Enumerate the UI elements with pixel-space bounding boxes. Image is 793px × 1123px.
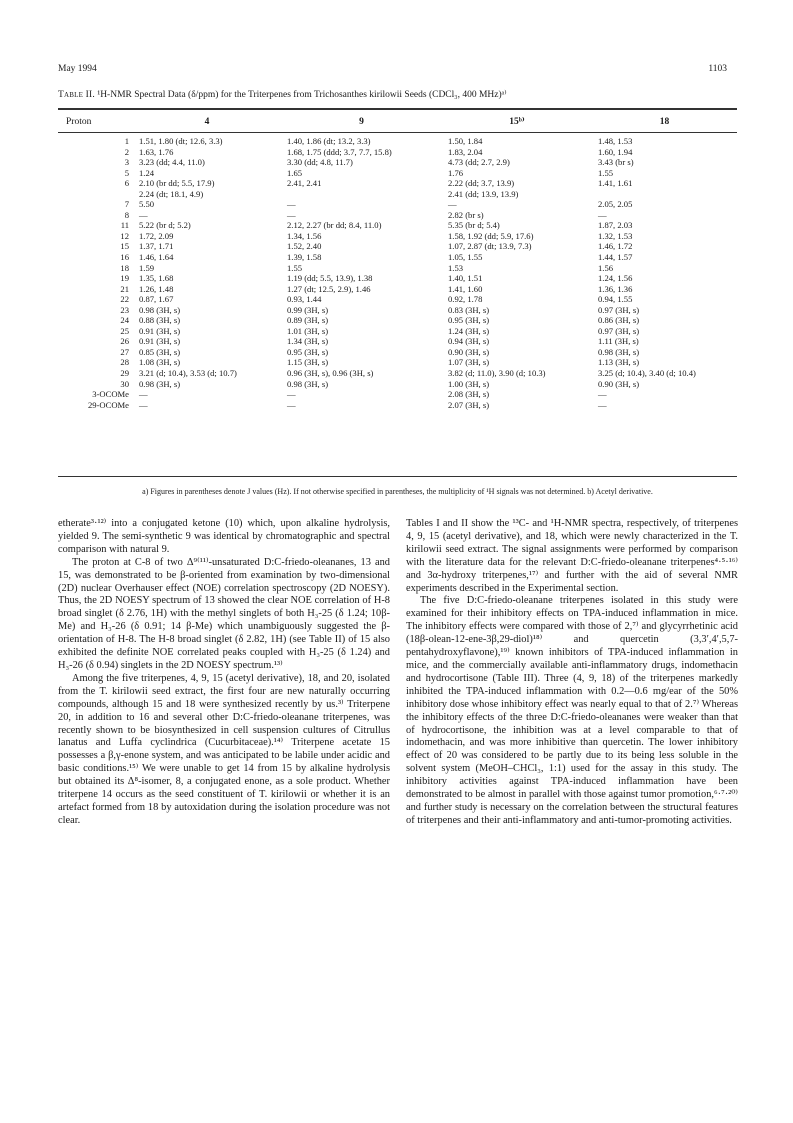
table-row (58, 220, 737, 231)
shift-cell: 2.41 (dd; 13.9, 13.9) (448, 188, 519, 199)
proton-cell: 21 (120, 283, 129, 294)
shift-cell: 1.60, 1.94 (598, 146, 633, 157)
shift-cell: 0.87, 1.67 (139, 294, 174, 305)
shift-cell: 2.10 (br dd; 5.5, 17.9) (139, 178, 215, 189)
shift-cell: 5.50 (139, 199, 155, 210)
shift-cell: 1.56 (598, 262, 614, 273)
shift-cell: — (598, 389, 607, 400)
table-bottom-rule (58, 476, 737, 477)
shift-cell: 5.22 (br d; 5.2) (139, 220, 191, 231)
table-body (58, 132, 737, 410)
shift-cell: 0.93, 1.44 (287, 294, 322, 305)
table-row (58, 389, 737, 400)
shift-cell: 2.82 (br s) (448, 209, 484, 220)
shift-cell: 0.95 (3H, s) (448, 315, 490, 326)
shift-cell: — (287, 389, 296, 400)
shift-cell: 3.21 (d; 10.4), 3.53 (d; 10.7) (139, 368, 237, 379)
shift-cell: 1.46, 1.64 (139, 252, 174, 263)
proton-cell: 29 (120, 368, 129, 379)
shift-cell: 1.65 (287, 167, 303, 178)
shift-cell: 1.13 (3H, s) (598, 357, 640, 368)
shift-cell: 0.88 (3H, s) (139, 315, 181, 326)
proton-cell: 2 (124, 146, 129, 157)
column-header-compound-4: 4 (204, 116, 210, 127)
table-row (58, 178, 737, 189)
shift-cell: — (598, 399, 607, 410)
shift-cell: 2.24 (dt; 18.1, 4.9) (139, 188, 204, 199)
shift-cell: — (139, 209, 148, 220)
shift-cell: — (287, 399, 296, 410)
proton-cell: 25 (120, 325, 129, 336)
shift-cell: 2.05, 2.05 (598, 199, 633, 210)
table-row (58, 210, 737, 221)
table-row (58, 284, 737, 295)
shift-cell: 1.05, 1.55 (448, 252, 483, 263)
table-row (58, 368, 737, 379)
table-top-rule-double (58, 109, 737, 110)
shift-cell: 0.90 (3H, s) (598, 378, 640, 389)
shift-cell: 1.72, 2.09 (139, 230, 174, 241)
shift-cell: 1.19 (dd; 5.5, 13.9), 1.38 (287, 273, 373, 284)
table-row (58, 294, 737, 305)
body-paragraph: The proton at C-8 of two Δ⁹⁽¹¹⁾-unsaturated D:C-friedo-oleananes, 13 and 15, was demonstrated to be β-oriented from examination by two-dimensional (2D) nuclear Overhauser effect (NOE) correlation spectroscopy (2D NOESY). Thus, the 2D NOESY spectrum of 13 showed the clear NOE correlation of H-8 broad singlet (δ 2.76, 1H) with the methyl singlets of both H₃-25 (δ 1.24; 10β-Me) and H₃-26 (δ 0.91; 14 β-Me) which unambiguously suggested the β-orientation of H-8. The H-8 broad singlet (δ 2.82, 1H) (see Table II) of 15 also exhibited the definite NOE correlated peaks coupled with H₃-25 (δ 1.24) and H₃-26 (δ 0.94) singlets in the 2D NOESY spectrum.¹³⁾ (58, 556, 390, 671)
body-paragraph: etherate³·¹²⁾ into a conjugated ketone (10) which, upon alkaline hydrolysis, yielded 9. The semi-synthetic 9 was identical by chromatographic and spectral comparison with natural 9. (58, 518, 390, 555)
shift-cell: 1.11 (3H, s) (598, 336, 639, 347)
proton-cell: 1 (124, 136, 129, 146)
shift-cell: 1.63, 1.76 (139, 146, 174, 157)
shift-cell: 1.36, 1.36 (598, 283, 633, 294)
shift-cell: 1.32, 1.53 (598, 230, 633, 241)
proton-cell: 27 (120, 346, 129, 357)
shift-cell: 1.34 (3H, s) (287, 336, 329, 347)
shift-cell: 1.58, 1.92 (dd; 5.9, 17.6) (448, 230, 534, 241)
body-text-left-column (58, 518, 390, 828)
shift-cell: 0.85 (3H, s) (139, 346, 181, 357)
table-row (58, 273, 737, 284)
shift-cell: 0.99 (3H, s) (287, 304, 329, 315)
body-paragraph: Among the five triterpenes, 4, 9, 15 (acetyl derivative), 18, and 20, isolated from the T. kirilowii seed extract, the first four are new naturally occurring compounds, although 15 and 18 were synthesized recently by us.³⁾ Triterpene 20, in addition to 16 and several other D:C-friedo-oleanane triterpenes, was recently shown to be biosynthesized in cell suspension cultures of Citrullus lanatus and Luffa cyclindrica (Cucurbitaceae).¹⁴⁾ Triterpene acetate 15 possesses a β,γ-enone system, and was anticipated to be labile under acidic and basic conditions.¹⁵⁾ We were unable to get 14 from 15 by alkaline hydrolysis but obtained its Δ⁸-isomer, 8, a conjugated enone, as a sole product. Whether triterpene 14 occurs as the seed constituent of T. kirilowii or whether it is an artefact formed from 18 by autoxidation during the isolation procedure was not clear. (58, 672, 390, 826)
shift-cell: 0.97 (3H, s) (598, 325, 640, 336)
shift-cell: 3.82 (d; 11.0), 3.90 (d; 10.3) (448, 368, 546, 379)
shift-cell: 0.89 (3H, s) (287, 315, 329, 326)
shift-cell: 1.24 (3H, s) (448, 325, 490, 336)
shift-cell: 1.40, 1.86 (dt; 13.2, 3.3) (287, 136, 371, 146)
proton-cell: 16 (120, 252, 129, 263)
shift-cell: 1.55 (598, 167, 614, 178)
shift-cell: 1.83, 2.04 (448, 146, 483, 157)
table-row (58, 305, 737, 316)
proton-cell: 30 (120, 378, 129, 389)
table-caption-text: ¹H-NMR Spectral Data (δ/ppm) for the Triterpenes from Trichosanthes kirilowii Seeds (CDCl₃, 400 MHz)ᵃ⁾ (97, 90, 507, 100)
shift-cell: 0.98 (3H, s) (598, 346, 640, 357)
shift-cell: 1.52, 2.40 (287, 241, 322, 252)
shift-cell: 0.98 (3H, s) (139, 304, 181, 315)
shift-cell: 0.94, 1.55 (598, 294, 633, 305)
proton-cell: 8 (124, 209, 129, 220)
table-row (58, 400, 737, 411)
shift-cell: 1.46, 1.72 (598, 241, 633, 252)
shift-cell: 3.30 (dd; 4.8, 11.7) (287, 157, 353, 168)
shift-cell: — (139, 389, 148, 400)
table-row (58, 379, 737, 390)
shift-cell: 1.87, 2.03 (598, 220, 633, 231)
shift-cell: 0.96 (3H, s), 0.96 (3H, s) (287, 368, 374, 379)
shift-cell: 1.35, 1.68 (139, 273, 174, 284)
shift-cell: — (598, 209, 607, 220)
table-row (58, 326, 737, 337)
shift-cell: 1.37, 1.71 (139, 241, 174, 252)
table-header-row (58, 112, 737, 132)
shift-cell: 1.26, 1.48 (139, 283, 174, 294)
shift-cell: 1.01 (3H, s) (287, 325, 329, 336)
nmr-data-table (58, 112, 737, 410)
proton-cell: 28 (120, 357, 129, 368)
shift-cell: 2.07 (3H, s) (448, 399, 490, 410)
shift-cell: 3.23 (dd; 4.4, 11.0) (139, 157, 205, 168)
shift-cell: 1.41, 1.61 (598, 178, 633, 189)
table-caption-label: Table II. (58, 90, 95, 100)
table-row (58, 231, 737, 242)
shift-cell: — (287, 199, 296, 210)
shift-cell: 1.07 (3H, s) (448, 357, 490, 368)
body-paragraph: The five D:C-friedo-oleanane triterpenes isolated in this study were examined for their inhibitory effects on TPA-induced inflammation in mice. The inhibitory effects were compared with those of 2,⁷⁾ and glycyrrhetinic acid (18β-olean-12-ene-3β,29-diol)¹⁸⁾ and quercetin (3,3′,4′,5,7-pentahydroxyflavone),¹⁹⁾ known inhibitors of TPA-induced inflammation in mice, and the commercially available anti-inflammatory drugs, indomethacin and hydrocortisone (Table III). Three (4, 9, 18) of the triterpenes markedly inhibited the TPA-induced inflammation with 0.2—0.6 mg/ear of the 50% inhibitory dose whose inhibitory effect was nearly equal to that of 2.⁷⁾ Whereas the inhibitory effects of the three D:C-friedo-oleananes were weaker than that of hydrocortisone, the inhibition was at a level comparable to that of indomethacin, and was more inhibitive than quercetin. The lower inhibitory effect of 20 was considered to be partly due to its being less soluble in the solvent system (MeOH–CHCl₃, 1:1) used for the assay in this study. The inhibitory activities against TPA-induced inflammation have been demonstrated to be almost in parallel with those against tumor promotion,⁶·⁷·²⁰⁾ and further study is necessary on the correlation between the structural features of triterpenes and their anti-inflammatory and anti-tumor-promoting activities. (406, 595, 738, 826)
proton-cell: 11 (120, 220, 129, 231)
body-text-right-column (406, 518, 738, 828)
shift-cell: 2.08 (3H, s) (448, 389, 490, 400)
shift-cell: 1.07, 2.87 (dt; 13.9, 7.3) (448, 241, 532, 252)
proton-cell: 18 (120, 262, 129, 273)
proton-cell: 24 (120, 315, 129, 326)
shift-cell: — (139, 399, 148, 410)
table-row (58, 147, 737, 158)
shift-cell: 1.76 (448, 167, 464, 178)
proton-cell: 23 (120, 304, 129, 315)
shift-cell: 0.86 (3H, s) (598, 315, 640, 326)
table-row (58, 347, 737, 358)
shift-cell: 3.25 (d; 10.4), 3.40 (d; 10.4) (598, 368, 696, 379)
shift-cell: 1.55 (287, 262, 303, 273)
proton-cell: 12 (120, 230, 129, 241)
shift-cell: 2.22 (dd; 3.7, 13.9) (448, 178, 515, 189)
shift-cell: 0.91 (3H, s) (139, 325, 181, 336)
table-row (58, 168, 737, 179)
shift-cell: 1.51, 1.80 (dt; 12.6, 3.3) (139, 136, 223, 146)
shift-cell (592, 189, 737, 200)
proton-cell: 29-OCOMe (87, 399, 129, 410)
page-number: 1103 (708, 64, 727, 74)
column-header-compound-9: 9 (359, 116, 364, 127)
shift-cell: 2.41, 2.41 (287, 178, 322, 189)
shift-cell: 1.00 (3H, s) (448, 378, 490, 389)
shift-cell: 1.27 (dt; 12.5, 2.9), 1.46 (287, 283, 371, 294)
table-row (58, 199, 737, 210)
proton-cell: 3-OCOMe (92, 389, 129, 400)
column-header-proton: Proton (66, 116, 92, 127)
shift-cell: 1.39, 1.58 (287, 252, 322, 263)
table-caption (58, 89, 738, 100)
table-row (58, 157, 737, 168)
shift-cell: 4.73 (dd; 2.7, 2.9) (448, 157, 510, 168)
table-row (58, 132, 737, 147)
shift-cell: 1.53 (448, 262, 464, 273)
shift-cell: 1.08 (3H, s) (139, 357, 181, 368)
table-row (58, 315, 737, 326)
shift-cell: 0.91 (3H, s) (139, 336, 181, 347)
proton-cell: 19 (120, 273, 129, 284)
shift-cell: 1.24, 1.56 (598, 273, 633, 284)
shift-cell: 1.68, 1.75 (ddd; 3.7, 7.7, 15.8) (287, 146, 392, 157)
shift-cell: 1.59 (139, 262, 155, 273)
shift-cell: 0.94 (3H, s) (448, 336, 490, 347)
proton-cell: 26 (120, 336, 129, 347)
column-header-compound-18: 18 (659, 116, 670, 127)
proton-cell (58, 189, 133, 200)
proton-cell: 15 (120, 241, 129, 252)
column-header-compound-15: 15ᵇ⁾ (509, 116, 525, 127)
table-row (58, 357, 737, 368)
table-footnote: a) Figures in parentheses denote J values (Hz). If not otherwise specified in parentheses, the multiplicity of ¹H signals was not determined. b) Acetyl derivative. (142, 487, 653, 496)
shift-cell: — (448, 199, 457, 210)
table-row (58, 263, 737, 274)
running-header-date: May 1994 (58, 64, 97, 74)
shift-cell: 2.12, 2.27 (br dd; 8.4, 11.0) (287, 220, 382, 231)
shift-cell: 1.48, 1.53 (598, 136, 633, 146)
shift-cell: 0.92, 1.78 (448, 294, 483, 305)
shift-cell: 5.35 (br d; 5.4) (448, 220, 500, 231)
shift-cell (281, 189, 442, 200)
proton-cell: 22 (120, 294, 129, 305)
table-row (58, 336, 737, 347)
shift-cell: 1.40, 1.51 (448, 273, 483, 284)
shift-cell: 3.43 (br s) (598, 157, 634, 168)
shift-cell: 1.50, 1.84 (448, 136, 483, 146)
proton-cell: 5 (124, 167, 129, 178)
shift-cell: 1.24 (139, 167, 155, 178)
shift-cell: 1.44, 1.57 (598, 252, 633, 263)
shift-cell: 0.98 (3H, s) (287, 378, 329, 389)
proton-cell: 6 (124, 178, 129, 189)
proton-cell: 7 (124, 199, 129, 210)
shift-cell: 0.90 (3H, s) (448, 346, 490, 357)
body-paragraph: Tables I and II show the ¹³C- and ¹H-NMR spectra, respectively, of triterpenes 4, 9, 15 (acetyl derivative), and 18, which were newly characterized in the T. kirilowii seed extract. The signal assignments were performed by comparison with the literature data for the relevant D:C-friedo-oleanane triterpenes⁴·⁵·¹⁶⁾ and 3α-hydroxy triterpenes,¹⁷⁾ and further with the aid of several NMR experiments described in the Experimental section. (406, 518, 738, 594)
shift-cell: 0.97 (3H, s) (598, 304, 640, 315)
shift-cell: 0.98 (3H, s) (139, 378, 181, 389)
proton-cell: 3 (124, 157, 129, 168)
shift-cell: 1.41, 1.60 (448, 283, 483, 294)
shift-cell: 1.15 (3H, s) (287, 357, 329, 368)
shift-cell: 1.34, 1.56 (287, 230, 322, 241)
shift-cell: — (287, 209, 296, 220)
shift-cell: 0.95 (3H, s) (287, 346, 329, 357)
table-row (58, 252, 737, 263)
shift-cell: 0.83 (3H, s) (448, 304, 490, 315)
table-row (58, 241, 737, 252)
table-row (58, 189, 737, 200)
